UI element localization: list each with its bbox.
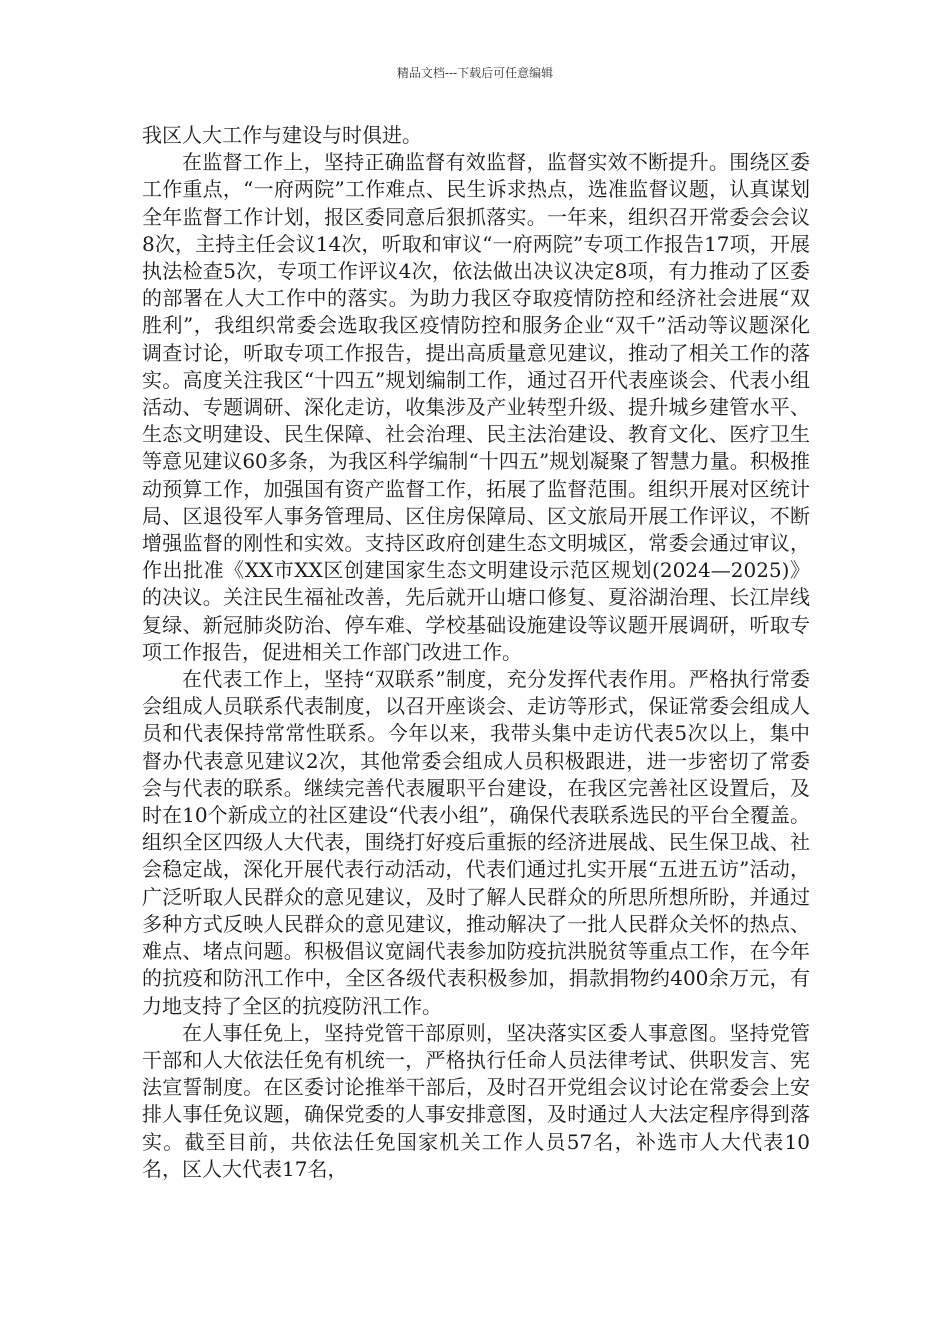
paragraph-continuation: 我区人大工作与建设与时俱进。 [142,123,422,147]
page-header: 精品文档---下载后可任意编辑 [396,66,554,80]
paragraph-personnel-appointment: 在人事任免上，坚持党管干部原则，坚决落实区委人事意图。坚持党管干部和人大依法任免有机统一，严格执行任命人员法律考试、供职发言、宪法宣誓制度。在区委讨论推举干部后，及时召开党组会议讨论在常委会上安排人事任免议题，确保党委的人事安排意图，及时通过人大法定程序得到落实。截至目前，共依法任免国家机关工作人员57名，补选市人大代表10名，区人大代表17名， [142,1020,810,1181]
document-body [142,122,810,1183]
paragraph-deputy-work: 在代表工作上，坚持“双联系”制度，充分发挥代表作用。严格执行常委会组成人员联系代表制度，以召开座谈会、走访等形式，保证常委会组成人员和代表保持常常性联系。今年以来，我带头集中走访代表5次以上，集中督办代表意见建议2次，其他常委会组成人员积极跟进，进一步密切了常委会与代表的联系。继续完善代表履职平台建设，在我区完善社区设置后，及时在10个新成立的社区建设“代表小组”，确保代表联系选民的平台全覆盖。组织全区四级人大代表，围绕打好疫后重振的经济进展战、民生保卫战、社会稳定战，深化开展代表行动活动，代表们通过扎实开展“五进五访”活动，广泛听取人民群众的意见建议，及时了解人民群众的所思所想所盼，并通过多种方式反映人民群众的意见建议，推动解决了一批人民群众关怀的热点、难点、堵点问题。积极倡议宽阔代表参加防疫抗洪脱贫等重点工作，在今年的抗疫和防汛工作中，全区各级代表积极参加，捐款捐物约400余万元，有力地支持了全区的抗疫防汛工作。 [142,667,810,1018]
paragraph-supervision-work: 在监督工作上，坚持正确监督有效监督，监督实效不断提升。围绕区委工作重点，“一府两院”工作难点、民生诉求热点，选准监督议题，认真谋划全年监督工作计划，报区委同意后狠抓落实。一年来，组织召开常委会会议8次，主持主任会议14次，听取和审议“一府两院”专项工作报告17项，开展执法检查5次，专项工作评议4次，依法做出决议决定8项，有力推动了区委的部署在人大工作中的落实。为助力我区夺取疫情防控和经济社会进展“双胜利”，我组织常委会选取我区疫情防控和服务企业“双千”活动等议题深化调查讨论，听取专项工作报告，提出高质量意见建议，推动了相关工作的落实。高度关注我区“十四五”规划编制工作，通过召开代表座谈会、代表小组活动、专题调研、深化走访，收集涉及产业转型升级、提升城乡建管水平、生态文明建设、民生保障、社会治理、民主法治建设、教育文化、医疗卫生等意见建议60多条，为我区科学编制“十四五”规划凝聚了智慧力量。积极推动预算工作，加强国有资产监督工作，拓展了监督范围。组织开展对区统计局、区退役军人事务管理局、区住房保障局、区文旅局开展工作评议，不断增强监督的刚性和实效。支持区政府创建生态文明城区，常委会通过审议，作出批准《XX市XX区创建国家生态文明建设示范区规划(2024—2025)》的决议。关注民生福祉改善，先后就开山塘口修复、夏浴湖治理、长江岸线复绿、新冠肺炎防治、停车难、学校基础设施建设等议题开展调研，听取专项工作报告，促进相关工作部门改进工作。 [142,150,810,664]
